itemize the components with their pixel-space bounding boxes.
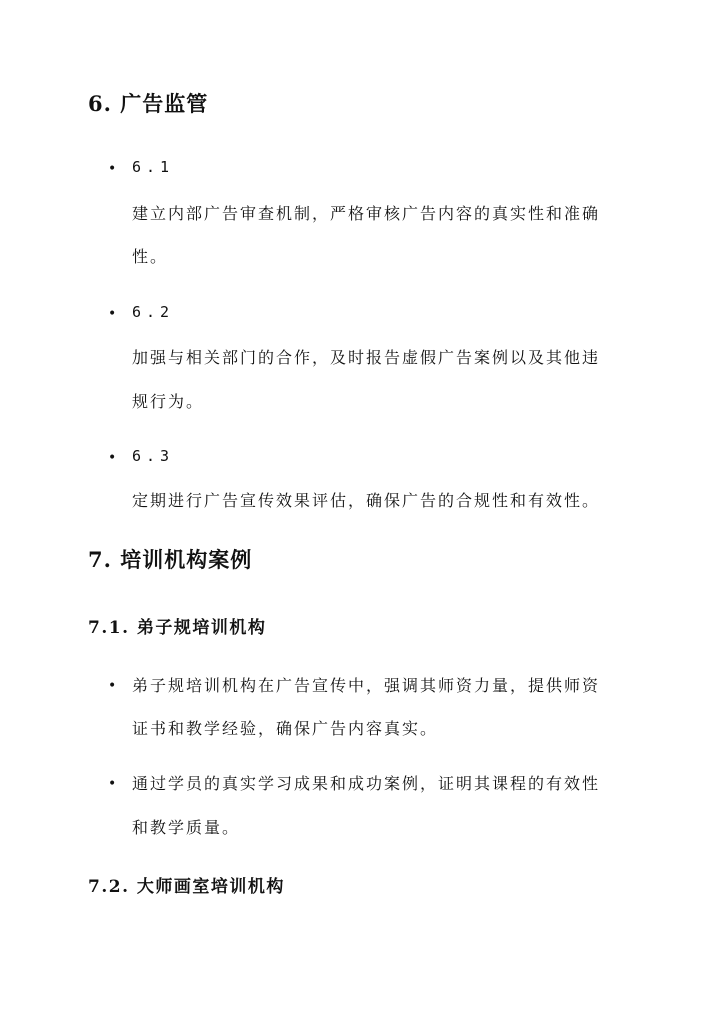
- bullet-text-line: 证书和教学经验，确保广告内容真实。: [132, 719, 439, 738]
- item-text-line: 性。: [132, 247, 169, 266]
- item-number: 6.1: [132, 158, 175, 176]
- bullet-text-line: 弟子规培训机构在广告宣传中，强调其师资力量，提供师资: [132, 676, 601, 695]
- bullet-text-line: 和教学质量。: [132, 818, 241, 837]
- section-7-heading: 7. 培训机构案例: [88, 547, 253, 572]
- bullet-text-line: 通过学员的真实学习成果和成功案例，证明其课程的有效性: [132, 774, 601, 793]
- section-6-heading: 6. 广告监管: [88, 91, 209, 116]
- item-text-line: 定期进行广告宣传效果评估，确保广告的合规性和有效性。: [132, 491, 601, 510]
- bullet-dot: •: [108, 678, 117, 694]
- item-text-line: 规行为。: [132, 392, 205, 411]
- subsection-7-2-heading: 7.2. 大师画室培训机构: [88, 877, 285, 897]
- bullet-dot: •: [108, 161, 117, 177]
- bullet-dot: •: [108, 776, 117, 792]
- subsection-7-1-heading: 7.1. 弟子规培训机构: [88, 618, 267, 638]
- item-number: 6.2: [132, 303, 175, 321]
- bullet-dot: •: [108, 450, 117, 466]
- item-text-line: 建立内部广告审查机制，严格审核广告内容的真实性和准确: [132, 204, 601, 223]
- item-text-line: 加强与相关部门的合作，及时报告虚假广告案例以及其他违: [132, 348, 601, 367]
- item-number: 6.3: [132, 447, 175, 465]
- bullet-dot: •: [108, 306, 117, 322]
